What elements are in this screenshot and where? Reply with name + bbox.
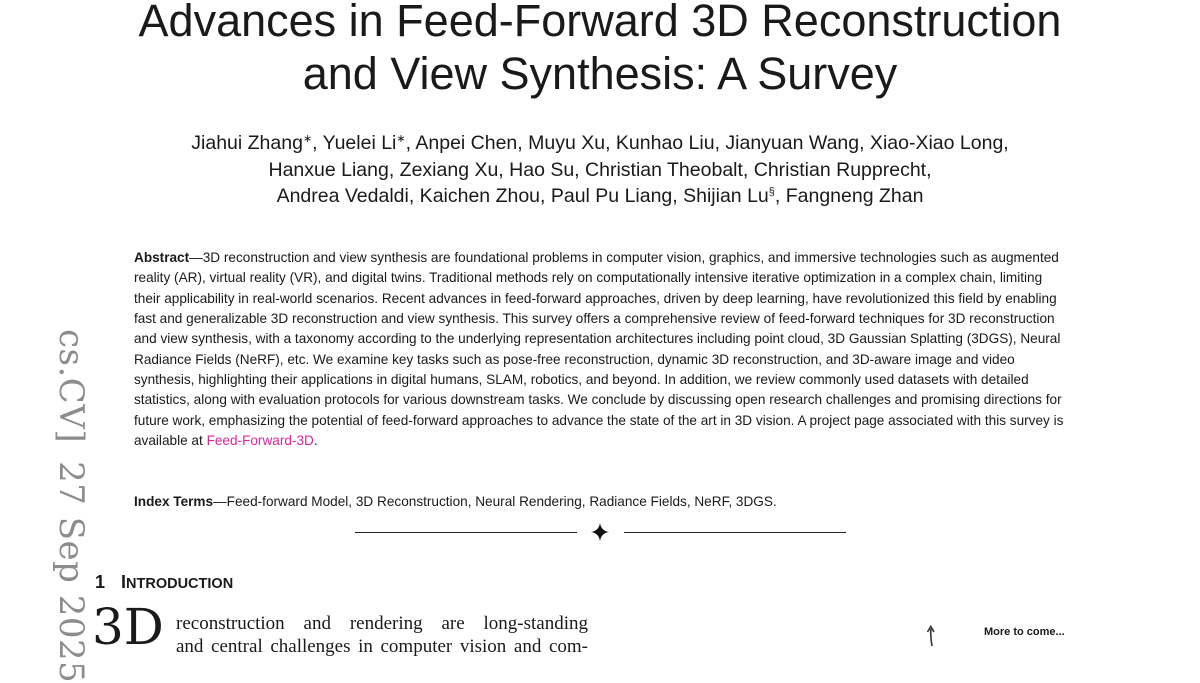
author-names: Andrea Vedaldi, Kaichen Zhou, Paul Pu Liang, Shijian Lu bbox=[276, 185, 769, 207]
paper-title bbox=[0, 0, 1200, 100]
section-title-rest: NTRODUCTION bbox=[126, 576, 234, 592]
arxiv-date: 27 Sep 2025 bbox=[51, 461, 91, 683]
arxiv-stamp-text bbox=[52, 329, 90, 683]
index-terms-label: Index Terms bbox=[134, 494, 214, 509]
equal-contribution-mark: ∗ bbox=[302, 133, 313, 145]
author-name: , Fangneng Zhan bbox=[774, 185, 924, 207]
author-names: , Anpei Chen, Muyu Xu, Kunhao Liu, Jianyuan Wang, Xiao-Xiao Long, bbox=[405, 132, 1009, 154]
body-text-line: and central challenges in computer vision and com- bbox=[176, 636, 588, 657]
abstract-text: —3D reconstruction and view synthesis are foundational problems in computer vision, graphics, and immersive technologies such as augmented reality (AR), virtual reality (VR), and digital twins. Traditional methods rely on computationally intensive iterative optimization in a complex chain, limiting their applicability in real-world scenarios. Recent advances in feed-forward approaches, driven by deep learning, have revolutionized this field by enabling fast and generalizable 3D reconstruction and view synthesis. This survey offers a comprehensive review of feed-forward techniques for 3D reconstruction and view synthesis, with a taxonomy according to the underlying representation architectures including point cloud, 3D Gaussian Splatting (3DGS), Neural Radiance Fields (NeRF), etc. We examine key tasks such as pose-free reconstruction, dynamic 3D reconstruction, and 3D-aware image and video synthesis, highlighting their applications in digital humans, SLAM, robotics, and beyond. In addition, we review commonly used datasets with detailed statistics, along with evaluation protocols for various downstream tasks. We conclude by discussing open research challenges and promising directions for future work, emphasizing the potential of feed-forward approaches to advance the state of the art in 3D vision. A project page associated with this survey is available at bbox=[134, 250, 1064, 449]
arxiv-category: cs.CV] bbox=[51, 329, 91, 444]
section-title-initial: I bbox=[121, 572, 127, 592]
arxiv-stamp bbox=[18, 0, 91, 683]
title-line-2: and View Synthesis: A Survey bbox=[302, 48, 898, 99]
figure-more-to-come-label: More to come... bbox=[984, 626, 1065, 638]
author-name: , Yuelei Li bbox=[312, 132, 397, 154]
abstract bbox=[134, 248, 1072, 451]
equal-contribution-mark: ∗ bbox=[396, 133, 406, 145]
abstract-end: . bbox=[313, 433, 318, 449]
index-terms-text: —Feed-forward Model, 3D Reconstruction, Neural Rendering, Radiance Fields, NeRF, 3DGS. bbox=[213, 494, 777, 509]
abstract-label: Abstract bbox=[134, 250, 190, 265]
divider-right-rule bbox=[624, 532, 846, 533]
four-point-star-icon bbox=[589, 521, 611, 543]
divider-left-rule bbox=[355, 532, 577, 533]
author-name: Jiahui Zhang bbox=[191, 132, 303, 154]
section-number: 1 bbox=[95, 572, 106, 592]
author-line-3 bbox=[0, 183, 1200, 210]
body-text-line: reconstruction and rendering are long-standing bbox=[176, 613, 588, 634]
drop-cap: 3D bbox=[92, 598, 164, 656]
section-heading-introduction bbox=[95, 570, 233, 596]
author-line-2: Hanxue Liang, Zexiang Xu, Hao Su, Christian Theobalt, Christian Rupprecht, bbox=[268, 158, 932, 181]
title-line-1: Advances in Feed-Forward 3D Reconstruction bbox=[138, 0, 1062, 46]
author-list bbox=[0, 130, 1200, 210]
author-line-1 bbox=[0, 130, 1200, 157]
corresponding-author-mark: § bbox=[768, 186, 775, 198]
index-terms bbox=[134, 492, 1074, 512]
up-arrow-icon bbox=[918, 624, 944, 648]
project-page-link[interactable]: Feed-Forward-3D bbox=[206, 433, 314, 449]
